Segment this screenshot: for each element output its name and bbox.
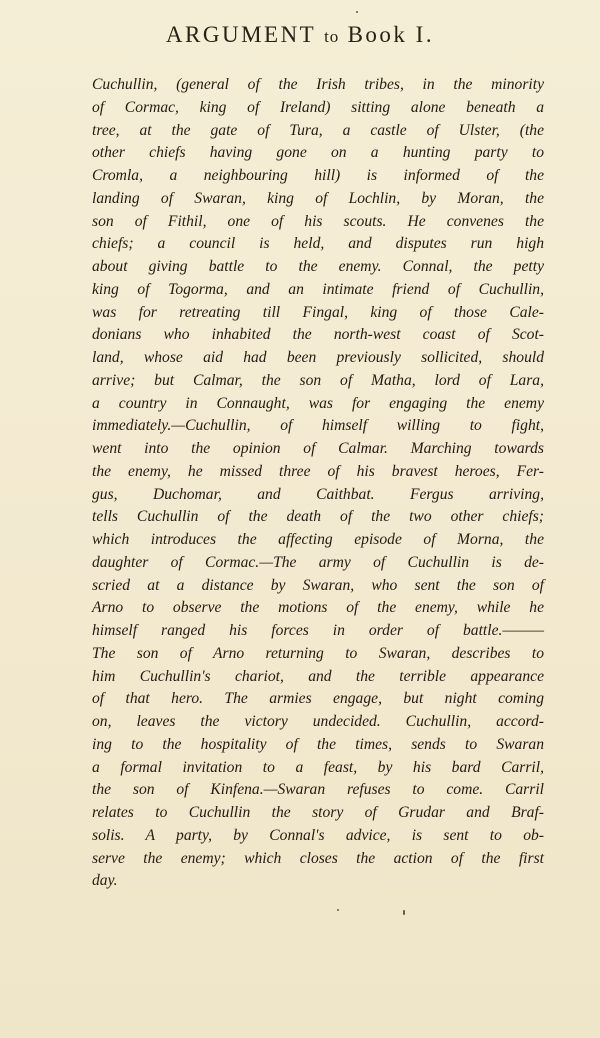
text-line-last: day.	[92, 872, 118, 890]
text-line: relates to Cuchullin the story of Grudar and Braf-	[92, 804, 544, 821]
ink-speck	[356, 11, 358, 13]
page-header	[0, 22, 600, 48]
text-line: gus, Duchomar, and Caithbat. Fergus arriving,	[92, 485, 544, 503]
header-argument: ARGUMENT	[165, 22, 316, 47]
text-line: scried at a distance by Swaran, who sent the son of	[92, 576, 544, 594]
text-line: a country in Connaught, was for engaging the enemy	[92, 394, 544, 412]
text-line: tree, at the gate of Tura, a castle of Ulster, (the	[92, 121, 544, 139]
text-line: of that hero. The armies engage, but night coming	[92, 690, 544, 708]
text-line: tells Cuchullin of the death of the two other chiefs;	[92, 508, 544, 526]
text-line: Cromla, a neighbouring hill) is informed of the	[92, 167, 544, 184]
text-line: serve the enemy; which closes the action of the first	[92, 849, 544, 867]
text-line: the son of Kinfena.—Swaran refuses to come. Carril	[92, 781, 544, 799]
text-line: himself ranged his forces in order of battle.———	[92, 622, 544, 639]
text-line: Cuchullin, (general of the Irish tribes, in the minority	[92, 76, 544, 93]
ink-speck	[337, 909, 339, 911]
text-line: landing of Swaran, king of Lochlin, by Moran, the	[92, 189, 544, 207]
text-line: daughter of Cormac.—The army of Cuchullin is de-	[92, 553, 544, 571]
text-line: other chiefs having gone on a hunting party to	[92, 144, 544, 162]
text-line: chiefs; a council is held, and disputes run high	[92, 235, 544, 253]
text-line: donians who inhabited the north-west coast of Scot-	[92, 326, 544, 344]
text-line: on, leaves the victory undecided. Cuchullin, accord-	[92, 713, 544, 730]
ink-speck	[403, 910, 405, 915]
text-line: the enemy, he missed three of his bravest heroes, Fer-	[92, 462, 544, 480]
text-line: immediately.—Cuchullin, of himself willing to fight,	[92, 417, 544, 435]
text-line: solis. A party, by Connal's advice, is sent to ob-	[92, 826, 544, 844]
header-book-number: I.	[415, 22, 435, 47]
argument-text	[92, 74, 544, 893]
text-line: went into the opinion of Calmar. Marching towards	[92, 440, 544, 457]
text-line: son of Fithil, one of his scouts. He convenes the	[92, 212, 544, 230]
text-line: a formal invitation to a feast, by his bard Carril,	[92, 758, 544, 776]
text-line: about giving battle to the enemy. Connal, the petty	[92, 258, 544, 275]
text-line: arrive; but Calmar, the son of Matha, lord of Lara,	[92, 371, 544, 389]
text-line: of Cormac, king of Ireland) sitting alone beneath a	[92, 98, 544, 116]
text-line: was for retreating till Fingal, king of those Cale-	[92, 303, 544, 321]
text-line: king of Togorma, and an intimate friend of Cuchullin,	[92, 280, 544, 298]
header-to: to	[324, 27, 340, 46]
text-line: ing to the hospitality of the times, sends to Swaran	[92, 735, 544, 753]
text-line: land, whose aid had been previously sollicited, should	[92, 349, 544, 366]
text-line: Arno to observe the motions of the enemy, while he	[92, 599, 544, 617]
header-book: Book	[347, 22, 408, 47]
text-line: which introduces the affecting episode of Morna, the	[92, 531, 544, 548]
text-line: The son of Arno returning to Swaran, describes to	[92, 644, 544, 662]
text-line: him Cuchullin's chariot, and the terrible appearance	[92, 667, 544, 685]
